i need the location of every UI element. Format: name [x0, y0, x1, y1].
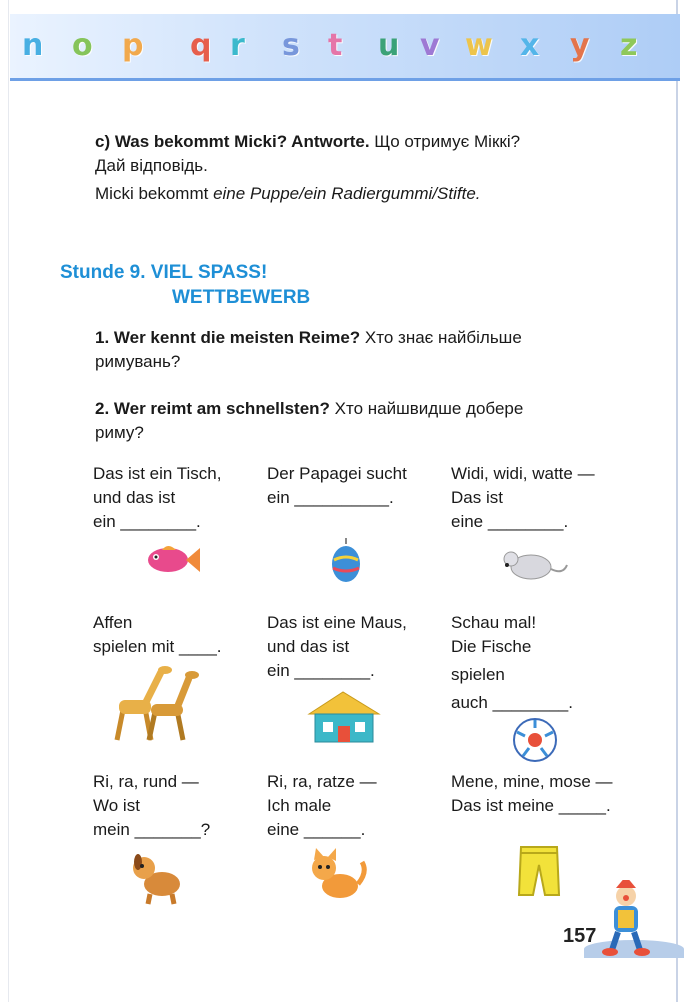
rhyme-r1c1-line3: ein ________. — [93, 512, 201, 531]
answer-options: eine Puppe/ein Radiergummi/Stifte. — [213, 184, 481, 203]
banner-letter: p — [122, 28, 144, 63]
lesson-subtitle: WETTBEWERB — [172, 287, 311, 308]
rhyme-r3c2-line3: eine ______. — [267, 820, 366, 839]
rhyme-r2c2-line2: und das ist — [267, 637, 350, 656]
banner-letter: z — [620, 28, 638, 63]
rhyme-r3c2-line2: Ich male — [267, 796, 332, 815]
rhyme-r1c3-line1: Widi, widi, watte — — [451, 464, 595, 483]
giraffes-icon — [105, 660, 200, 744]
house-icon — [305, 688, 383, 744]
cat-icon — [304, 848, 370, 906]
rhyme-r2c3-line1: Schau mal! — [451, 613, 537, 632]
rhyme-r3c3-line2: Das ist meine _____. — [451, 796, 611, 815]
rhyme-r2c3-line2: Die Fische — [451, 637, 532, 656]
trousers-icon — [517, 845, 561, 897]
banner-letter: s — [282, 28, 300, 63]
answer-prefix: Micki bekommt — [95, 184, 214, 203]
banner-letter: q — [190, 28, 212, 63]
rhyme-r2c2-line1: Das ist eine Maus, — [267, 613, 407, 632]
rhyme-r3c1-line3: mein _______? — [93, 820, 211, 839]
task-2-line1 — [95, 397, 523, 421]
rhyme-r1c1-line1: Das ist ein Tisch, — [93, 464, 222, 483]
task-2-label: 2. Wer reimt am schnellsten? — [95, 399, 330, 418]
banner-letter: t — [328, 28, 343, 63]
task-2-ua-2: риму? — [95, 423, 144, 442]
page-number: 157 — [563, 925, 597, 947]
task-c-ua-1: Що отримує Міккі? — [374, 132, 521, 151]
task-1-line1 — [95, 326, 522, 350]
task-c-line1 — [95, 130, 520, 154]
task-c-ua-2: Дай відповідь. — [95, 156, 208, 175]
task-1-ua-2: римувань? — [95, 352, 181, 371]
rhyme-r3c1-line2: Wo ist — [93, 796, 140, 815]
lesson-title: Stunde 9. VIEL SPASS! — [60, 262, 268, 283]
rhyme-r1c3-line2: Das ist — [451, 488, 503, 507]
easter-egg-icon — [328, 538, 364, 584]
ball-icon — [511, 716, 559, 764]
rhyme-r2c1-line1: Affen — [93, 613, 133, 632]
banner-letter: n — [22, 28, 44, 63]
rhyme-r2c2-line3: ein ________. — [267, 661, 375, 680]
rhyme-r1c3-line3: eine ________. — [451, 512, 569, 531]
banner-letter: v — [420, 28, 440, 63]
banner-letter: u — [378, 28, 400, 63]
mouse-icon — [497, 545, 569, 585]
task-2-ua-1: Хто найшвидше добере — [334, 399, 524, 418]
rhyme-r3c2-line1: Ri, ra, ratze — — [267, 772, 377, 791]
rhyme-r3c3-line1: Mene, mine, mose — — [451, 772, 613, 791]
rhyme-r1c2-line2: ein __________. — [267, 488, 394, 507]
banner-letter: r — [230, 28, 245, 63]
rhyme-r2c1-line2: spielen mit ____. — [93, 637, 222, 656]
task-c-answer — [95, 182, 481, 206]
dog-icon — [128, 848, 188, 906]
rhyme-r2c3-line4: auch ________. — [451, 693, 573, 712]
banner-letter: w — [465, 28, 493, 63]
banner-letter: x — [520, 28, 540, 63]
rhyme-r3c1-line1: Ri, ra, rund — — [93, 772, 199, 791]
banner-letter: o — [72, 28, 93, 63]
fish-icon — [138, 540, 202, 580]
banner-letter: y — [570, 28, 590, 63]
task-1-label: 1. Wer kennt die meisten Reime? — [95, 328, 361, 347]
task-1-ua-1: Хто знає найбільше — [364, 328, 522, 347]
rhyme-r1c1-line2: und das ist — [93, 488, 176, 507]
rhyme-r2c3-line3: spielen — [451, 665, 505, 684]
clown-icon — [596, 880, 656, 956]
task-c-label: c) Was bekommt Micki? Antworte. — [95, 132, 370, 151]
rhyme-r1c2-line1: Der Papagei sucht — [267, 464, 407, 483]
